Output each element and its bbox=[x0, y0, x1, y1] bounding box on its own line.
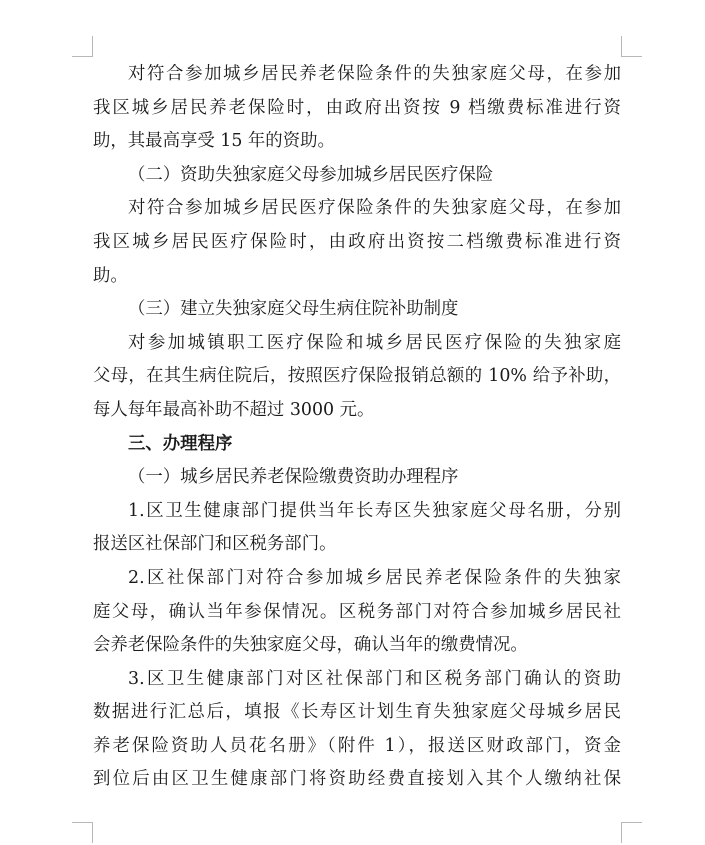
crop-mark-top-left bbox=[72, 36, 93, 57]
text-line: 数据进行汇总后，填报《长寿区计划生育失独家庭父母城乡居民 bbox=[93, 702, 621, 723]
crop-mark-bottom-right bbox=[621, 822, 642, 843]
text-line: 我区城乡居民养老保险时，由政府出资按 9 档缴费标准进行资 bbox=[93, 97, 621, 118]
text-line: 庭父母，确认当年参保情况。区税务部门对符合参加城乡居民社 bbox=[93, 601, 621, 622]
text-line: 我区城乡居民医疗保险时，由政府出资按二档缴费标准进行资 bbox=[93, 231, 621, 252]
crop-mark-bottom-left bbox=[72, 822, 93, 843]
text-line: （三）建立失独家庭父母生病住院补助制度 bbox=[128, 299, 459, 320]
text-line: 养老保险资助人员花名册》（附件 1），报送区财政部门，资金 bbox=[93, 735, 621, 756]
section-heading: 三、办理程序 bbox=[128, 433, 233, 454]
text-line: 到位后由区卫生健康部门将资助经费直接划入其个人缴纳社保 bbox=[93, 769, 621, 790]
text-line: 对符合参加城乡居民养老保险条件的失独家庭父母，在参加 bbox=[128, 64, 621, 84]
document-body bbox=[93, 58, 621, 797]
text-line: 每人每年最高补助不超过 3000 元。 bbox=[93, 399, 375, 420]
text-line: 2.区社保部门对符合参加城乡居民养老保险条件的失独家 bbox=[128, 567, 621, 588]
text-line: 助，其最高享受 15 年的资助。 bbox=[93, 131, 335, 152]
text-line: （二）资助失独家庭父母参加城乡居民医疗保险 bbox=[128, 164, 494, 185]
text-line: （一）城乡居民养老保险缴费资助办理程序 bbox=[128, 467, 459, 488]
text-line: 父母，在其生病住院后，按照医疗保险报销总额的 10% 给予补助， bbox=[93, 366, 621, 387]
text-line: 对参加城镇职工医疗保险和城乡居民医疗保险的失独家庭 bbox=[128, 332, 621, 353]
text-line: 助。 bbox=[93, 265, 128, 286]
crop-mark-top-right bbox=[621, 36, 642, 57]
text-line: 3.区卫生健康部门对区社保部门和区税务部门确认的资助 bbox=[128, 668, 621, 689]
text-line: 会养老保险条件的失独家庭父母，确认当年的缴费情况。 bbox=[93, 635, 528, 656]
text-line: 1.区卫生健康部门提供当年长寿区失独家庭父母名册，分别 bbox=[128, 500, 621, 521]
text-line: 报送区社保部门和区税务部门。 bbox=[93, 534, 337, 555]
text-line: 对符合参加城乡居民医疗保险条件的失独家庭父母，在参加 bbox=[128, 198, 621, 219]
